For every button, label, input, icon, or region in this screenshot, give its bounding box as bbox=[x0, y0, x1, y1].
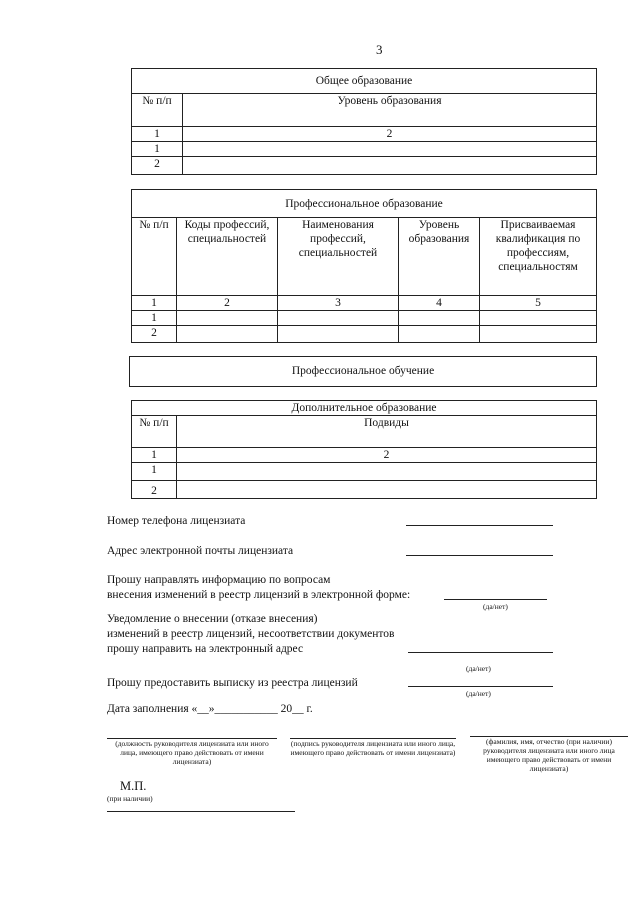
phone-label: Номер телефона лицензиата bbox=[107, 515, 246, 527]
extract-label: Прошу предоставить выписку из реестра лицензий bbox=[107, 677, 358, 689]
signature-caption: (подпись руководителя лицензиата или иного лица, имеющего право действовать от имени лицензиата) bbox=[290, 739, 456, 757]
col-subtypes-header: Подвиды bbox=[177, 416, 597, 448]
col-qualification-header: Присваиваемая квалификация по профессиям, специальностям bbox=[480, 218, 597, 296]
phone-field[interactable] bbox=[406, 525, 553, 526]
notice-hint: (да/нет) bbox=[466, 664, 491, 673]
empty-cell bbox=[480, 311, 597, 326]
general-education-table bbox=[131, 68, 597, 175]
col-codes-header: Коды профессий, специальностей bbox=[177, 218, 278, 296]
empty-cell bbox=[177, 311, 278, 326]
col-level-header: Уровень образования bbox=[399, 218, 480, 296]
stamp-label: М.П. bbox=[120, 779, 147, 793]
professional-education-title: Профессиональное образование bbox=[132, 190, 597, 218]
general-education-title: Общее образование bbox=[132, 69, 597, 94]
stamp-line bbox=[107, 811, 295, 812]
empty-cell bbox=[177, 326, 278, 343]
notice-line2: изменений в реестр лицензий, несоответствии документов bbox=[107, 628, 395, 640]
index-cell: 1 bbox=[132, 448, 177, 463]
empty-cell bbox=[278, 326, 399, 343]
row-number: 2 bbox=[132, 326, 177, 343]
page-number: 3 bbox=[376, 42, 383, 57]
index-cell: 1 bbox=[132, 296, 177, 311]
notice-line3: прошу направить на электронный адрес bbox=[107, 643, 304, 655]
empty-cell bbox=[177, 481, 597, 499]
index-cell: 5 bbox=[480, 296, 597, 311]
index-cell: 2 bbox=[177, 448, 597, 463]
empty-cell bbox=[278, 311, 399, 326]
index-cell: 3 bbox=[278, 296, 399, 311]
empty-cell bbox=[183, 142, 597, 157]
index-cell: 1 bbox=[132, 127, 183, 142]
notice-line1: Уведомление о внесении (отказе внесения) bbox=[107, 613, 318, 625]
professional-training-box: Профессиональное обучение bbox=[129, 356, 597, 387]
position-caption: (должность руководителя лицензиата или иного лица, имеющего право действовать от имени лицензиата) bbox=[115, 739, 269, 766]
extract-answer-field[interactable] bbox=[408, 686, 553, 687]
electronic-line1: Прошу направлять информацию по вопросам bbox=[107, 574, 331, 586]
row-number: 1 bbox=[132, 463, 177, 481]
col-num-header: № п/п bbox=[132, 94, 183, 127]
row-number: 2 bbox=[132, 481, 177, 499]
empty-cell bbox=[183, 157, 597, 175]
empty-cell bbox=[177, 463, 597, 481]
col-names-header: Наименования профессий, специальностей bbox=[278, 218, 399, 296]
index-cell: 4 bbox=[399, 296, 480, 311]
index-cell: 2 bbox=[177, 296, 278, 311]
row-number: 1 bbox=[132, 142, 183, 157]
electronic-answer-field[interactable] bbox=[444, 599, 547, 600]
name-caption: (фамилия, имя, отчество (при наличии) руководителя лицензиата или иного лица имеющего право действовать от имени лицензиата) bbox=[483, 737, 615, 773]
index-cell: 2 bbox=[183, 127, 597, 142]
professional-education-table bbox=[131, 189, 597, 343]
electronic-hint: (да/нет) bbox=[483, 602, 508, 611]
additional-education-title: Дополнительное образование bbox=[132, 401, 597, 416]
row-number: 1 bbox=[132, 311, 177, 326]
empty-cell bbox=[399, 311, 480, 326]
stamp-hint: (при наличии) bbox=[107, 794, 153, 803]
empty-cell bbox=[399, 326, 480, 343]
extract-hint: (да/нет) bbox=[466, 689, 491, 698]
email-field[interactable] bbox=[406, 555, 553, 556]
row-number: 2 bbox=[132, 157, 183, 175]
col-level-header: Уровень образования bbox=[183, 94, 597, 127]
col-num-header: № п/п bbox=[132, 416, 177, 448]
additional-education-table bbox=[131, 400, 597, 499]
electronic-line2: внесения изменений в реестр лицензий в электронной форме: bbox=[107, 589, 411, 601]
empty-cell bbox=[480, 326, 597, 343]
date-label: Дата заполнения «__»___________ 20__ г. bbox=[107, 703, 313, 715]
col-num-header: № п/п bbox=[132, 218, 177, 296]
notice-email-field[interactable] bbox=[408, 652, 553, 653]
email-label: Адрес электронной почты лицензиата bbox=[107, 545, 294, 557]
